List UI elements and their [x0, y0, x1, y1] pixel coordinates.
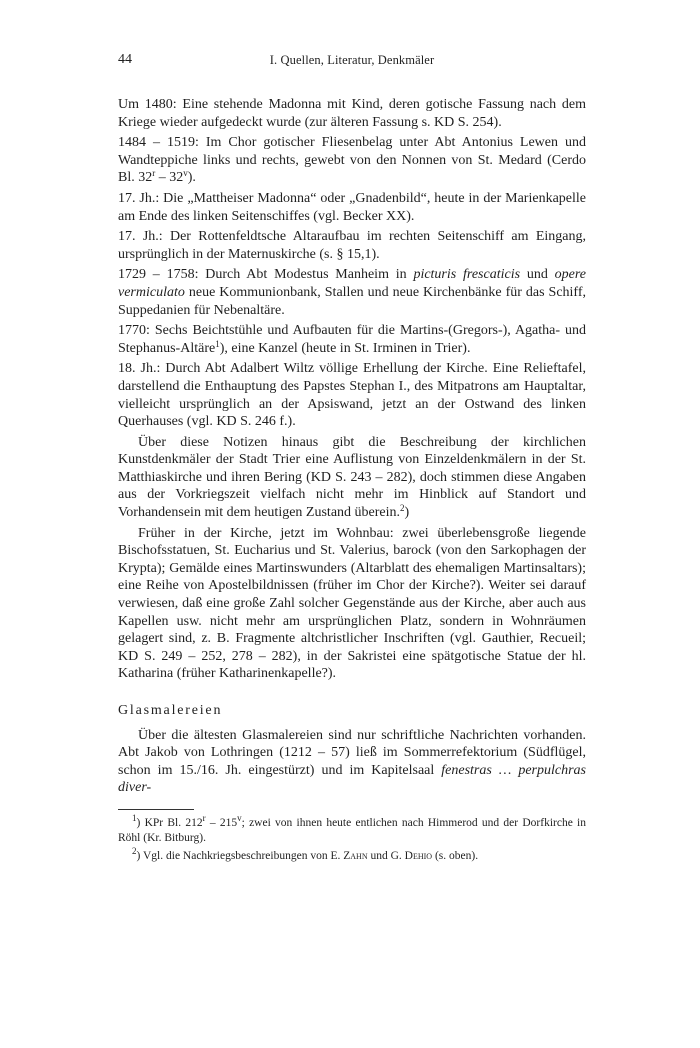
footnote-ref-2[interactable]: 2	[400, 503, 405, 514]
paragraph-glass-paintings: Über die ältesten Glasmalereien sind nur schriftliche Nachrichten vorhanden. Abt Jakob von Lothringen (1212 – 57) ließ im Sommerrefektorium (Südflügel, schon im 15./16. Jh. eingestürzt) und im Kapitelsaal fenestras … perpulchras diver-	[118, 727, 586, 796]
entry-1770: 1770: Sechs Beichtstühle und Aufbauten für die Martins-(Gregors-), Agatha- und Stephanus-Altäre$^1$), eine Kanzel (heute in St. Irminen in Trier).	[118, 323, 586, 356]
entry-1729-1758: 1729 – 1758: Durch Abt Modestus Manheim in picturis frescaticis und opere vermiculato neue Kommunionbank, Stallen und neue Kirchenbänke für das Schiff, Suppedanien für Nebenaltäre.	[118, 267, 586, 318]
footnote-2: $^2$) Vgl. die Nachkriegsbeschreibungen von E. Zahn und G. Dehio (s. oben).	[132, 845, 479, 862]
section-heading-glasmalereien: Glasmalereien	[118, 703, 223, 718]
entry-1484-1519: 1484 – 1519: Im Chor gotischer Fliesenbelag unter Abt Antonius Lewen und Wandteppiche links und rechts, gewebt von den Nonnen von St. Medard (Cerdo Bl. 32$^r$ – 32$^v$).	[118, 135, 586, 186]
entry-18th-century: 18. Jh.: Durch Abt Adalbert Wiltz völlige Erhellung der Kirche. Eine Relieftafel, darstellend die Enthauptung des Papstes Stephan I., des Mitpatrons am Hauptaltar, vielleicht ursprünglich an der Apsiswand, jetzt an der Ostwand des linken Querhauses (vgl. KD S. 246 f.).	[118, 361, 586, 430]
paragraph-notes-overview: Über diese Notizen hinaus gibt die Beschreibung der kirchlichen Kunstdenkmäler der Stadt Trier eine Auflistung von Einzeldenkmälern in der St. Matthiaskirche und ihren Bering (KD S. 243 – 282), doch stimmen diese Angaben aus der Vorkriegszeit vielfach nicht mehr im Hinblick auf Standort und Vorhandensein mit dem heutigen Zustand überein.$^2$)	[118, 434, 586, 521]
main-text	[118, 96, 586, 864]
footnote-1: $^1$) KPr Bl. 212$^r$ – 215$^v$; zwei von ihnen heute entlichen nach Himmerod und der Dorfkirche in Röhl (Kr. Bitburg).	[118, 812, 586, 845]
footnote-ref-1[interactable]: 1	[215, 338, 220, 349]
page-header	[118, 52, 586, 74]
entry-1480: Um 1480: Eine stehende Madonna mit Kind, deren gotische Fassung nach dem Kriege wieder aufgedeckt wurde (zur älteren Fassung s. KD S. 254).	[118, 97, 586, 130]
running-head: I. Quellen, Literatur, Denkmäler	[269, 53, 435, 67]
paragraph-former-objects: Früher in der Kirche, jetzt im Wohnbau: zwei überlebensgroße liegende Bischofsstatuen, St. Eucharius und St. Valerius, barock (von den Sarkophagen der Krypta); Gemälde eines Martinswunders (Altarblatt des ehemaligen Martinsaltars); eine Reihe von Apostelbildnissen (früher im Chor der Kirche?). Weiter sei darauf verwiesen, daß eine große Zahl solcher Gegenstände aus der Kirche, aber auch aus Kapellen usw. nicht mehr am ursprünglichen Platz, sondern in Wohnräumen gelagert sind, z. B. Fragmente altchristlicher Inschriften (vgl. Gauthier, Recueil; KD S. 249 – 252, 278 – 282), in der Sakristei eine spätgotische Statue der hl. Katharina (früher Katharinenkapelle?).	[118, 525, 586, 682]
entry-17th-century-madonna: 17. Jh.: Die „Mattheiser Madonna“ oder „Gnadenbild“, heute in der Marienkapelle am Ende des linken Seitenschiffes (vgl. Becker XX).	[118, 190, 586, 224]
entry-17th-century-altar: 17. Jh.: Der Rottenfeldtsche Altaraufbau im rechten Seitenschiff am Eingang, ursprünglich in der Maternuskirche (s. § 15,1).	[118, 229, 586, 262]
page-number: 44	[118, 52, 132, 67]
footnote-separator	[118, 809, 194, 810]
book-page	[118, 52, 586, 866]
